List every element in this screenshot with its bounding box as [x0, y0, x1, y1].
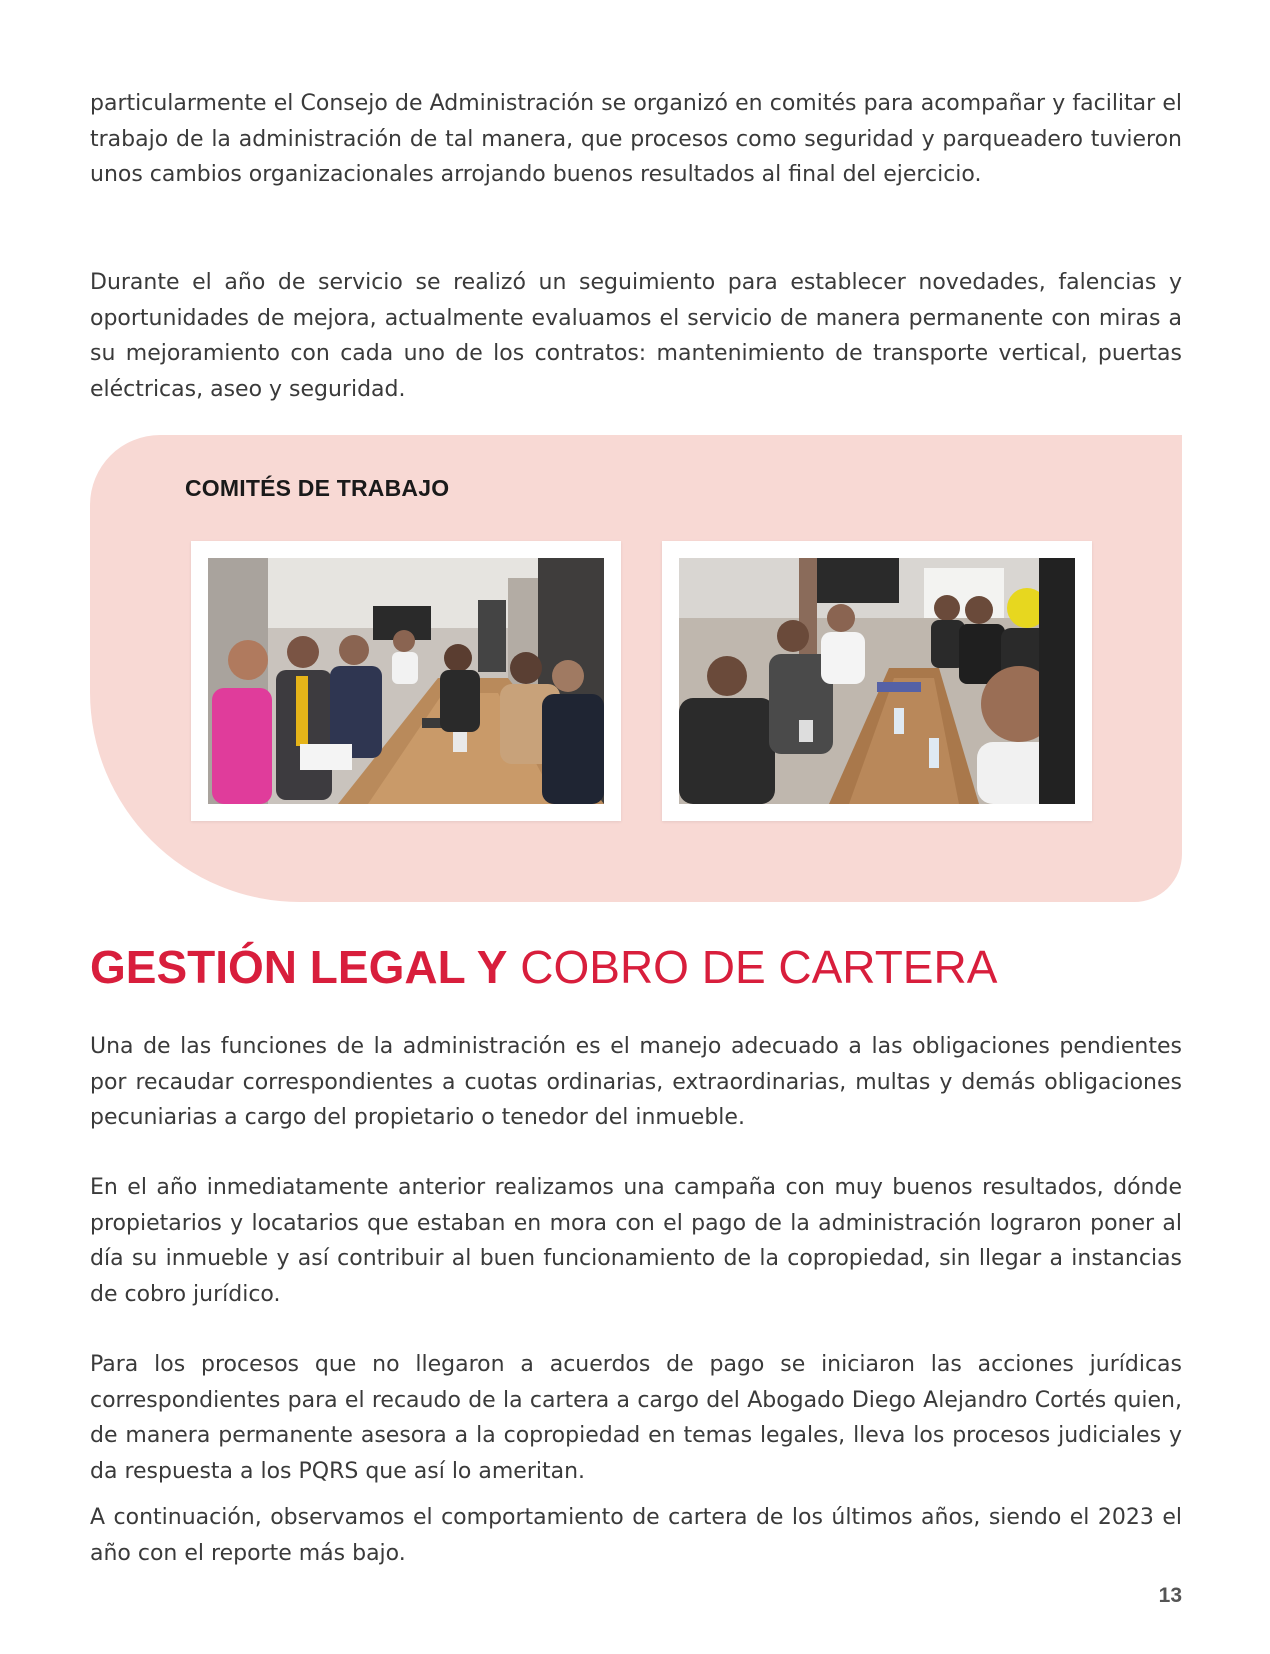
committees-panel	[90, 435, 1182, 902]
committee-photo-frame-1	[191, 541, 621, 821]
intro-paragraph-2: Durante el año de servicio se realizó un seguimiento para establecer novedades, falencias y oportunidades de mejora, actualmente evaluamos el servicio de manera permanente con miras a su mejoramiento con cada uno de los contratos: mantenimiento de transporte vertical, puertas eléctricas, aseo y seguridad.	[90, 270, 1182, 402]
intro-paragraph-1: particularmente el Consejo de Administración se organizó en comités para acompañar y facilitar el trabajo de la administración de tal manera, que procesos como seguridad y parqueadero tuvieron unos cambios organizacionales arrojando buenos resultados al final del ejercicio.	[90, 91, 1182, 187]
legal-paragraph-4: A continuación, observamos el comportamiento de cartera de los últimos años, siendo el 2023 el año con el reporte más bajo.	[90, 1505, 1182, 1566]
meeting-photo-icon	[208, 558, 604, 804]
page-number: 13	[1158, 1584, 1182, 1607]
legal-heading-light: COBRO DE CARTERA	[507, 941, 998, 993]
legal-paragraph-2: En el año inmediatamente anterior realizamos una campaña con muy buenos resultados, dónde propietarios y locatarios que estaban en mora con el pago de la administración lograron poner al día su inmueble y así contribuir al buen funcionamiento de la copropiedad, sin llegar a instancias de cobro jurídico.	[90, 1175, 1182, 1307]
meeting-photo-2	[679, 558, 1075, 804]
legal-paragraph-3: Para los procesos que no llegaron a acuerdos de pago se iniciaron las acciones jurídicas correspondientes para el recaudo de la cartera a cargo del Abogado Diego Alejandro Cortés quien, de manera permanente asesora a la copropiedad en temas legales, lleva los procesos judiciales y da respuesta a los PQRS que así lo ameritan.	[90, 1352, 1182, 1484]
committees-title: COMITÉS DE TRABAJO	[185, 475, 450, 501]
legal-heading-bold: GESTIÓN LEGAL Y	[90, 941, 508, 993]
legal-section-heading	[90, 940, 997, 994]
committee-photo-frame-2	[662, 541, 1092, 821]
meeting-photo-icon	[679, 558, 1075, 804]
meeting-photo-1	[208, 558, 604, 804]
legal-paragraph-1: Una de las funciones de la administración es el manejo adecuado a las obligaciones pendientes por recaudar correspondientes a cuotas ordinarias, extraordinarias, multas y demás obligaciones pecuniarias a cargo del propietario o tenedor del inmueble.	[90, 1034, 1182, 1130]
